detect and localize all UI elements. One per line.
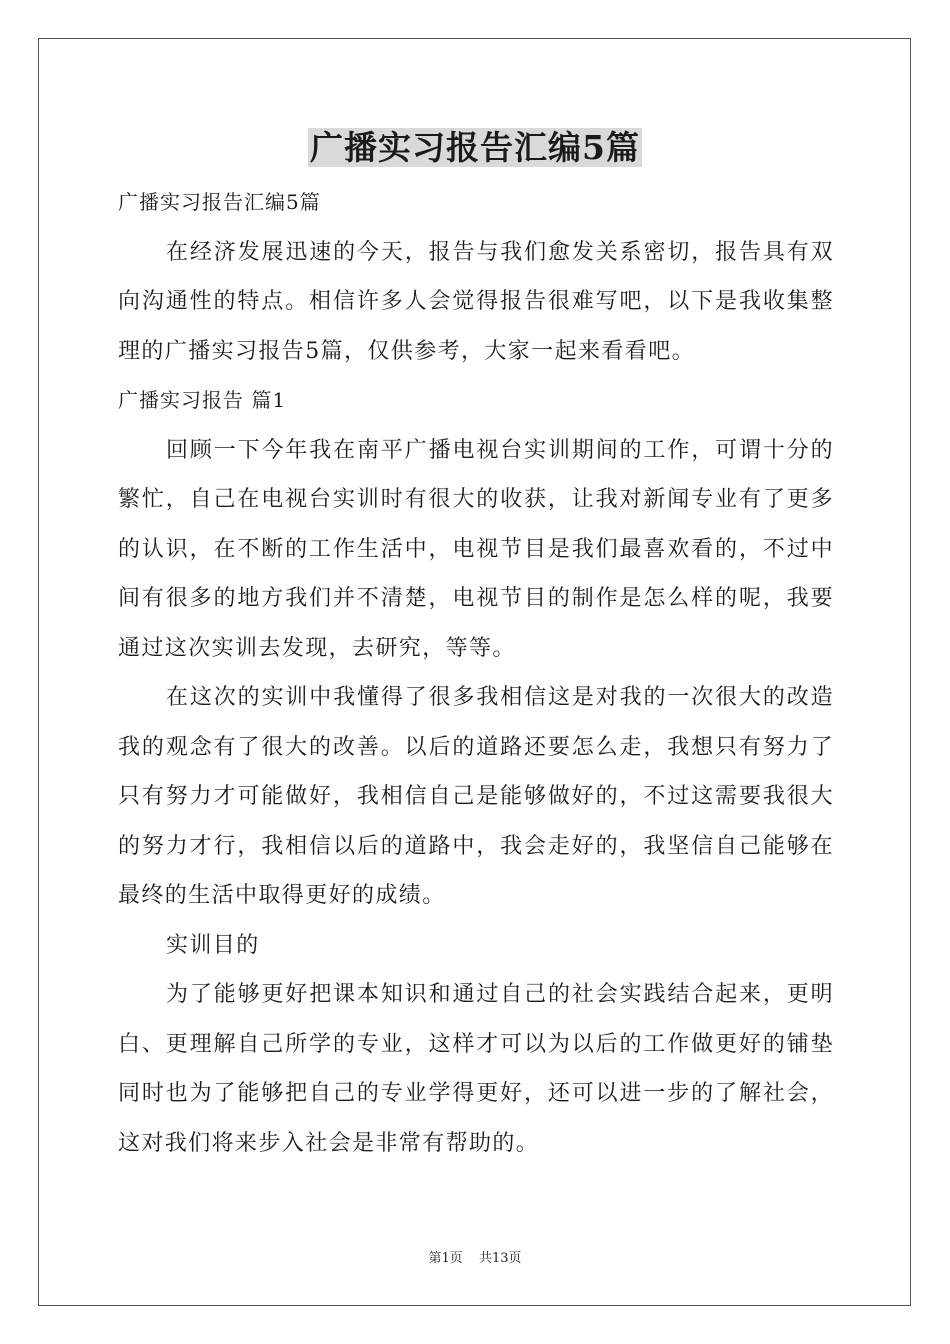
- page-number: 第1页: [428, 1251, 463, 1266]
- sub-heading: 实训目的: [166, 932, 260, 958]
- document-body: [118, 178, 834, 1168]
- document-subtitle: 广播实习报告汇编5篇: [118, 190, 321, 214]
- page-total: 共13页: [478, 1251, 522, 1266]
- body-paragraph-3: 为了能够更好把课本知识和通过自己的社会实践结合起来，更明白、更理解自己所学的专业，这样才可以为以后的工作做更好的铺垫同时也为了能够把自己的专业学得更好，还可以进一步的了解社会，这对我们将来步入社会是非常有帮助的。: [118, 982, 834, 1156]
- body-paragraph-1: 回顾一下今年我在南平广播电视台实训期间的工作，可谓十分的繁忙，自己在电视台实训时有很大的收获，让我对新闻专业有了更多的认识，在不断的工作生活中，电视节目是我们最喜欢看的，不过中间有很多的地方我们并不清楚，电视节目的制作是怎么样的呢，我要通过这次实训去发现，去研究，等等。: [118, 437, 834, 661]
- intro-paragraph: 在经济发展迅速的今天，报告与我们愈发关系密切，报告具有双向沟通性的特点。相信许多人会觉得报告很难写吧，以下是我收集整理的广播实习报告5篇，仅供参考，大家一起来看看吧。: [118, 239, 834, 364]
- document-title: 广播实习报告汇编5篇: [310, 128, 640, 167]
- page-footer: [0, 1247, 950, 1266]
- document-title-container: [0, 126, 950, 170]
- body-paragraph-2: 在这次的实训中我懂得了很多我相信这是对我的一次很大的改造我的观念有了很大的改善。以后的道路还要怎么走，我想只有努力了只有努力才可能做好，我相信自己是能够做好的，不过这需要我很大的努力才行，我相信以后的道路中，我会走好的，我坚信自己能够在最终的生活中取得更好的成绩。: [118, 685, 834, 908]
- section-heading: 广播实习报告 篇1: [118, 388, 287, 412]
